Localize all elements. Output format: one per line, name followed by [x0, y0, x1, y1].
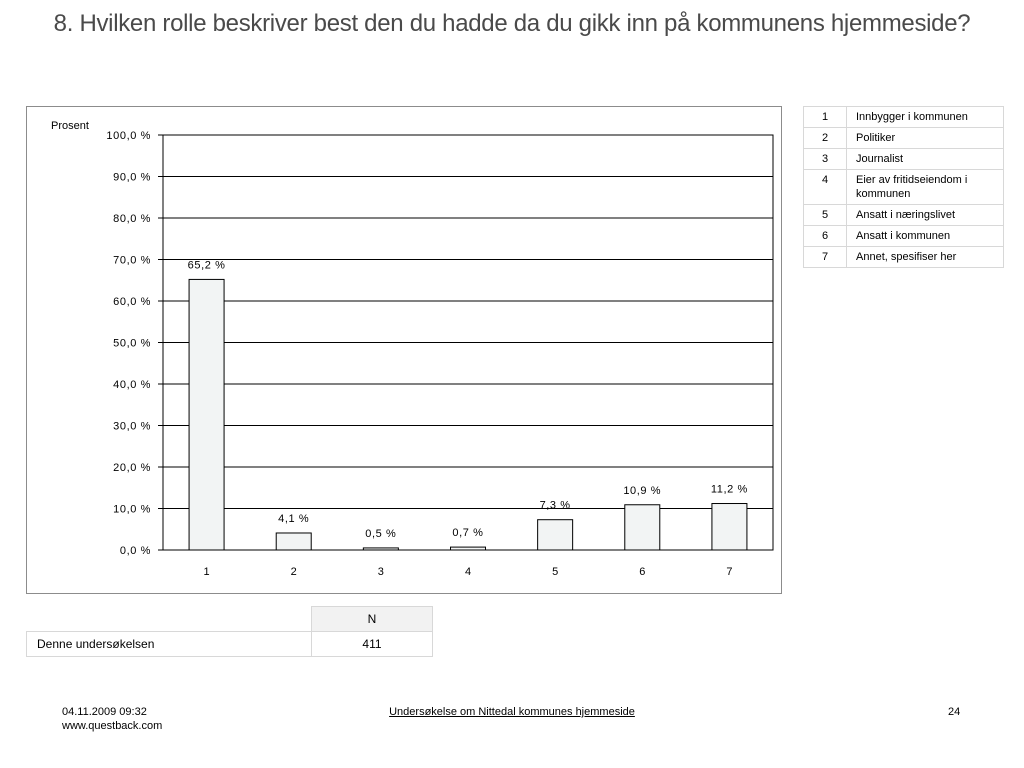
footer-website: www.questback.com	[62, 720, 163, 732]
data-label: 0,7 %	[452, 527, 484, 540]
y-tick-label: 20,0 %	[113, 462, 151, 474]
y-tick-label: 70,0 %	[113, 254, 151, 267]
legend-row	[804, 170, 1004, 205]
bar-chart-svg	[27, 107, 783, 595]
bar	[189, 279, 224, 550]
x-tick-label: 3	[377, 566, 384, 578]
y-tick-label: 10,0 %	[113, 503, 151, 516]
x-tick-label: 4	[464, 566, 472, 578]
legend-number: 3	[804, 149, 847, 170]
x-tick-label: 2	[290, 566, 297, 578]
n-table-row-label: Denne undersøkelsen	[27, 632, 312, 657]
legend-number: 1	[804, 107, 847, 128]
legend-row	[804, 205, 1004, 226]
y-tick-label: 90,0 %	[113, 171, 151, 184]
legend-label: Journalist	[847, 149, 1004, 170]
legend-table	[803, 106, 1004, 268]
bar	[451, 547, 486, 550]
n-table-corner	[27, 607, 312, 632]
x-tick-label: 1	[203, 566, 210, 578]
bar	[363, 548, 398, 550]
x-tick-label: 5	[552, 566, 559, 578]
legend-row	[804, 128, 1004, 149]
bar	[712, 504, 747, 550]
data-label: 65,2 %	[187, 259, 226, 272]
y-tick-label: 60,0 %	[113, 296, 151, 308]
respondent-count-table	[26, 606, 433, 657]
legend-number: 4	[804, 170, 847, 205]
footer-page-number: 24	[948, 706, 961, 718]
y-axis-title: Prosent	[51, 120, 89, 132]
legend-row	[804, 226, 1004, 247]
legend-label: Politiker	[847, 128, 1004, 149]
footer-survey-title: Undersøkelse om Nittedal kommunes hjemmeside	[389, 706, 635, 718]
bar	[625, 505, 660, 550]
data-label: 11,2 %	[710, 483, 748, 496]
bar	[276, 533, 311, 550]
legend-number: 5	[804, 205, 847, 226]
legend-row	[804, 149, 1004, 170]
footer-datetime: 04.11.2009 09:32	[62, 706, 147, 718]
bar-chart	[26, 106, 782, 594]
legend-number: 7	[804, 247, 847, 268]
legend-number: 2	[804, 128, 847, 149]
legend-number: 6	[804, 226, 847, 247]
x-tick-label: 7	[726, 566, 733, 578]
bar	[538, 520, 573, 550]
legend-row	[804, 107, 1004, 128]
data-label: 10,9 %	[623, 484, 662, 497]
data-label: 7,3 %	[539, 499, 571, 512]
n-table-header: N	[312, 607, 433, 632]
y-tick-label: 100,0 %	[106, 130, 151, 142]
data-label: 4,1 %	[278, 512, 310, 525]
slide-title: 8. Hvilken rolle beskriver best den du hadde da du gikk inn på kommunens hjemmeside?	[53, 10, 971, 37]
data-label: 0,5 %	[365, 527, 397, 540]
legend-label: Ansatt i kommunen	[847, 226, 1004, 247]
y-tick-label: 30,0 %	[113, 420, 151, 433]
legend-row	[804, 247, 1004, 268]
x-tick-label: 6	[639, 566, 646, 578]
n-table-value: 411	[312, 632, 433, 657]
y-tick-label: 80,0 %	[113, 213, 151, 225]
y-tick-label: 40,0 %	[113, 379, 151, 391]
y-tick-label: 0,0 %	[119, 545, 151, 557]
legend-label: Ansatt i næringslivet	[847, 205, 1004, 226]
legend-label: Eier av fritidseiendom i kommunen	[847, 170, 1004, 205]
y-tick-label: 50,0 %	[113, 337, 151, 350]
legend-label: Annet, spesifiser her	[847, 247, 1004, 268]
legend-label: Innbygger i kommunen	[847, 107, 1004, 128]
